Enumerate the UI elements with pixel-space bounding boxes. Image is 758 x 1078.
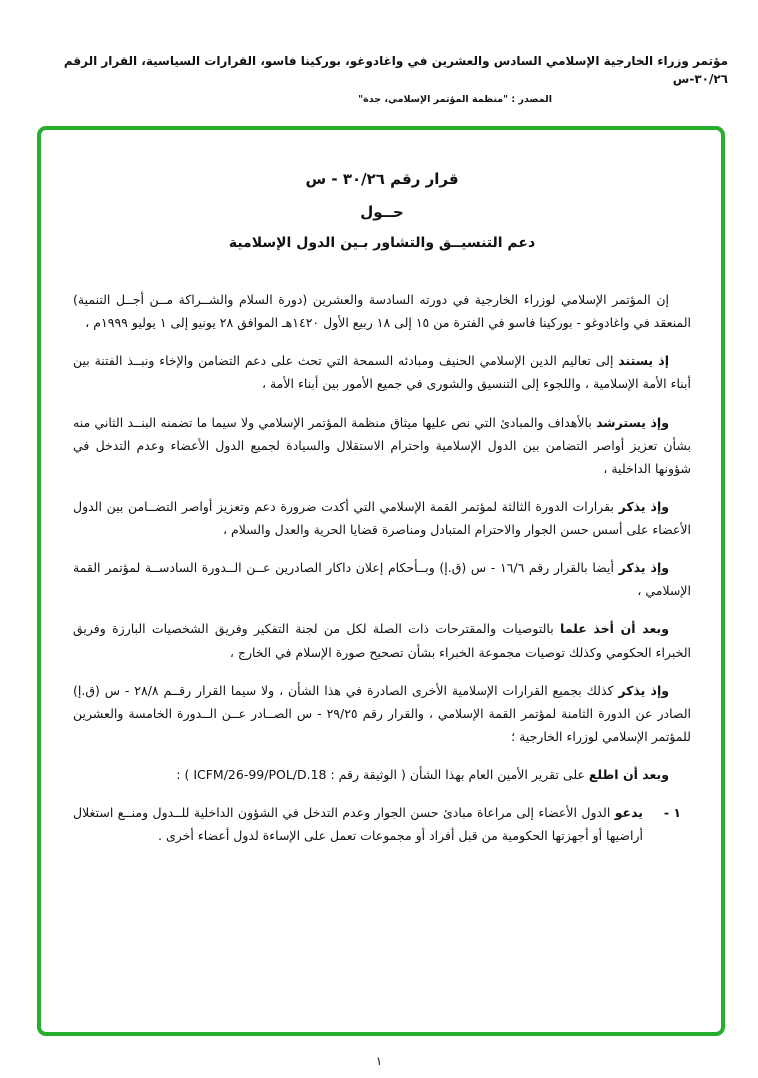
operative-item-1 <box>73 801 681 847</box>
paragraph-text: بالتوصيات والمقترحات ذات الصلة لكل من لجنة التفكير وفريق الشخصيات البارزة وفريق الخبراء الحكومي وكذلك توصيات مجموعة الخبراء بشأن تصحيح صورة الإسلام في الخارج ، <box>73 621 691 660</box>
page-header <box>30 52 728 105</box>
resolution-body <box>73 288 691 847</box>
item-number: ١ - <box>663 805 681 821</box>
preamble-paragraph-6 <box>73 617 691 663</box>
page-number: ١ <box>375 1054 383 1068</box>
paragraph-lead: وإذ يذكر <box>618 498 670 514</box>
preamble-paragraph-2 <box>73 349 691 395</box>
paragraph-text: بقرارات الدورة الثالثة لمؤتمر القمة الإسلامي التي أكدت ضرورة دعم وتعزيز أواصر التضــامن بين الدول الأعضاء على أسس حسن الجوار والاحترام المتبادل ومناصرة قضايا الحرية والعدل والسلام ، <box>73 498 691 537</box>
paragraph-lead: وإذ يذكر <box>618 682 670 698</box>
item-text: الدول الأعضاء إلى مراعاة مبادئ حسن الجوار وعدم التدخل في الشؤون الداخلية للــدول ومنــع استغلال أراضيها أو أجهزتها الحكومية من قبل أفراد أو مجموعات تعمل على الإساءة لدول أعضاء أخرى . <box>73 805 643 844</box>
paragraph-lead: وإذ يذكر <box>618 560 669 576</box>
resolution-number-title: قرار رقم ٣٠/٢٦ - س <box>305 170 459 188</box>
preamble-paragraph-8 <box>73 763 691 786</box>
resolution-title-block <box>73 168 691 254</box>
resolution-border-frame <box>37 126 725 1036</box>
preamble-paragraph-4 <box>73 495 691 541</box>
preamble-paragraph-7 <box>73 679 691 748</box>
page-footer <box>0 1054 758 1068</box>
paragraph-text: إلى تعاليم الدين الإسلامي الحنيف ومبادئه السمحة التي تحث على دعم التضامن والإخاء ونبــذ الفتنة بين أبناء الأمة الإسلامية ، واللجوء إلى التنسيق والشورى في جميع الأمور بين أبناء الأمة ، <box>73 353 691 392</box>
paragraph-lead: وبعد أن أخذ علما <box>560 621 669 637</box>
paragraph-text: بالأهداف والمبادئ التي نص عليها ميثاق منظمة المؤتمر الإسلامي ولا سيما ما تضمنه البنــد الثاني منه بشأن تعزيز أواصر التضامن بين الدول الإسلامية واحترام الاستقلال والسيادة لجميع الدول الأعضاء وعدم التدخل في شؤونها الداخلية ، <box>73 414 691 476</box>
paragraph-lead: إذ يستند <box>618 353 670 369</box>
item-lead: يدعو <box>614 805 643 821</box>
preamble-paragraph-5 <box>73 556 691 602</box>
paragraph-text: على تقرير الأمين العام بهذا الشأن ( الوثيقة رقم : ICFM/26-99/POL/D.18 ) : <box>176 767 589 782</box>
item-body <box>73 801 643 847</box>
resolution-about-word: حــول <box>360 202 404 221</box>
paragraph-text: كذلك بجميع القرارات الإسلامية الأخرى الصادرة في هذا الشأن ، ولا سيما القرار رقــم ٢٨/٨ - س (ق.إ) الصادر عن الدورة الثامنة لمؤتمر القمة الإسلامي ، والقرار رقم ٢٩/٢٥ - س الصــادر عــن الــدورة الخامسة والعشرين للمؤتمر الإسلامي لوزراء الخارجية ؛ <box>73 682 691 744</box>
preamble-paragraph-3 <box>73 411 691 480</box>
paragraph-text: إن المؤتمر الإسلامي لوزراء الخارجية في دورته السادسة والعشرين (دورة السلام والشــراكة مــن أجــل التنمية) المنعقد في واغادوغو - بوركينا فاسو في الفترة من ١٥ إلى ١٨ ربيع الأول ١٤٢٠هـ الموافق ٢٨ يونيو إلى ١ يوليو ١٩٩٩م ، <box>73 292 691 331</box>
paragraph-lead: وبعد أن اطلع <box>588 767 669 782</box>
resolution-subject-title: دعم التنسيــق والتشاور بـين الدول الإسلامية <box>228 235 536 251</box>
paragraph-text: أيضا بالقرار رقم ١٦/٦ - س (ق.إ) وبــأحكام إعلان داكار الصادرين عــن الــدورة السادســة لمؤتمر القمة الإسلامي ، <box>73 560 691 599</box>
preamble-paragraph-1 <box>73 288 691 334</box>
document-source: المصدر : "منظمة المؤتمر الإسلامي، جدة" <box>358 94 552 105</box>
paragraph-lead: وإذ يسترشد <box>596 414 669 430</box>
document-citation: مؤتمر وزراء الخارجية الإسلامي السادس والعشرين في واغادوغو، بوركينا فاسو، القرارات السياسية، القرار الرقم ٣٠/٢٦-س <box>63 54 728 86</box>
